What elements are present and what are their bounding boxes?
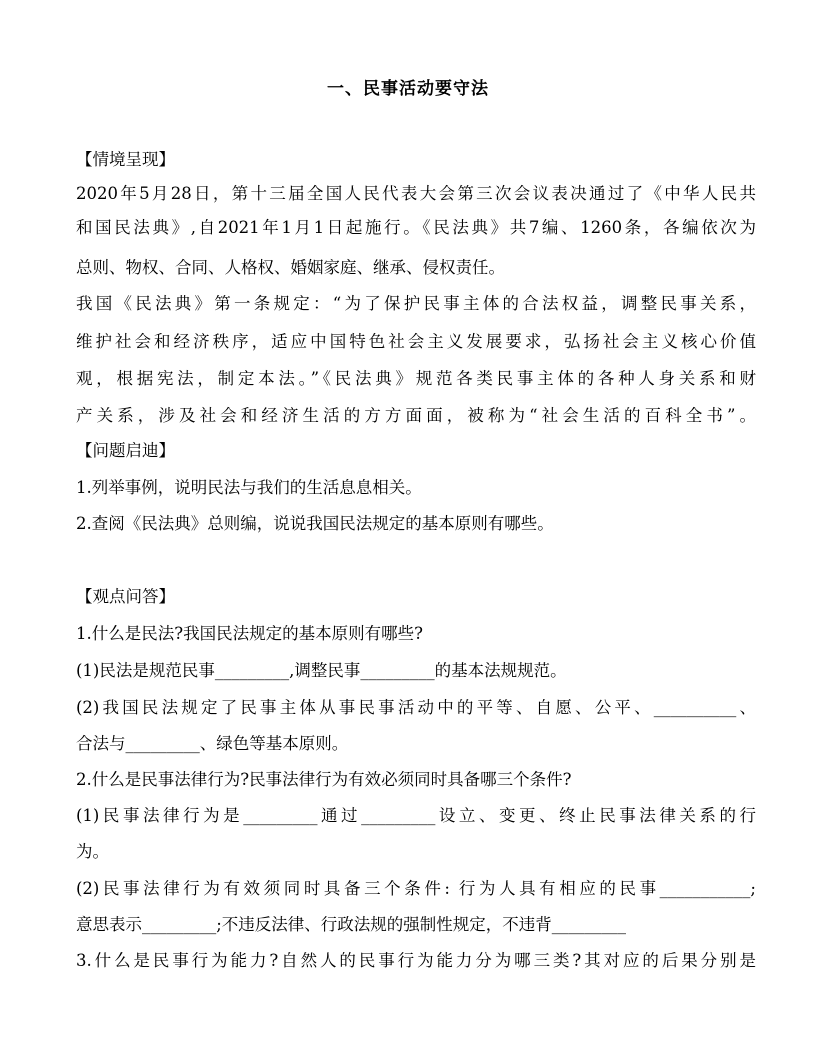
section-heading-situation: 【情境呈现】 xyxy=(76,150,175,169)
paragraph-line: 2020年5月28日，第十三届全国人民代表大会第三次会议表决通过了《中华人民共 xyxy=(76,184,756,203)
question-line: 2.查阅《民法典》总则编，说说我国民法规定的基本原则有哪些。 xyxy=(76,514,554,533)
section-heading-inspiration: 【问题启迪】 xyxy=(76,441,175,460)
paragraph-line: 观，根据宪法，制定本法。”《民法典》规范各类民事主体的各种人身关系和财 xyxy=(76,369,756,388)
fill-blank-line: 意思表示_________;不违反法律、行政法规的强制性规定，不违背_________ xyxy=(76,915,627,934)
paragraph-line: 维护社会和经济秩序，适应中国特色社会主义发展要求，弘扬社会主义核心价值 xyxy=(76,332,756,351)
paragraph-line: 产关系，涉及社会和经济生活的方方面面，被称为“社会生活的百科全书”。 xyxy=(76,406,756,425)
fill-blank-line: 合法与_________、绿色等基本原则。 xyxy=(76,734,349,753)
fill-blank-line: 为。 xyxy=(76,842,109,861)
page-title: 一、民事活动要守法 xyxy=(327,79,489,99)
paragraph-line: 我国《民法典》第一条规定：“为了保护民事主体的合法权益，调整民事关系， xyxy=(76,294,756,313)
fill-blank-line: (2)民事法律行为有效须同时具备三个条件: 行为人具有相应的民事___________; xyxy=(76,879,756,898)
question-line: 2.什么是民事法律行为?民事法律行为有效必须同时具备哪三个条件? xyxy=(76,770,572,789)
fill-blank-line: (1)民事法律行为是_________通过_________设立、变更、终止民事法律关系的行 xyxy=(76,806,756,825)
section-heading-qa: 【观点问答】 xyxy=(76,587,175,606)
question-line: 1.列举事例，说明民法与我们的生活息息相关。 xyxy=(76,478,422,497)
question-line: 3.什么是民事行为能力?自然人的民事行为能力分为哪三类?其对应的后果分别是 xyxy=(76,951,756,970)
question-line: 1.什么是民法?我国民法规定的基本原则有哪些? xyxy=(76,624,423,643)
fill-blank-line: (2)我国民法规定了民事主体从事民事活动中的平等、自愿、公平、__________、 xyxy=(76,698,756,717)
fill-blank-line: (1)民法是规范民事_________,调整民事_________的基本法规规范。 xyxy=(76,661,567,680)
paragraph-line: 和国民法典》,自2021年1月1日起施行。《民法典》共7编、1260条，各编依次为 xyxy=(76,218,756,237)
paragraph-line: 总则、物权、合同、人格权、婚姻家庭、继承、侵权责任。 xyxy=(76,258,505,277)
